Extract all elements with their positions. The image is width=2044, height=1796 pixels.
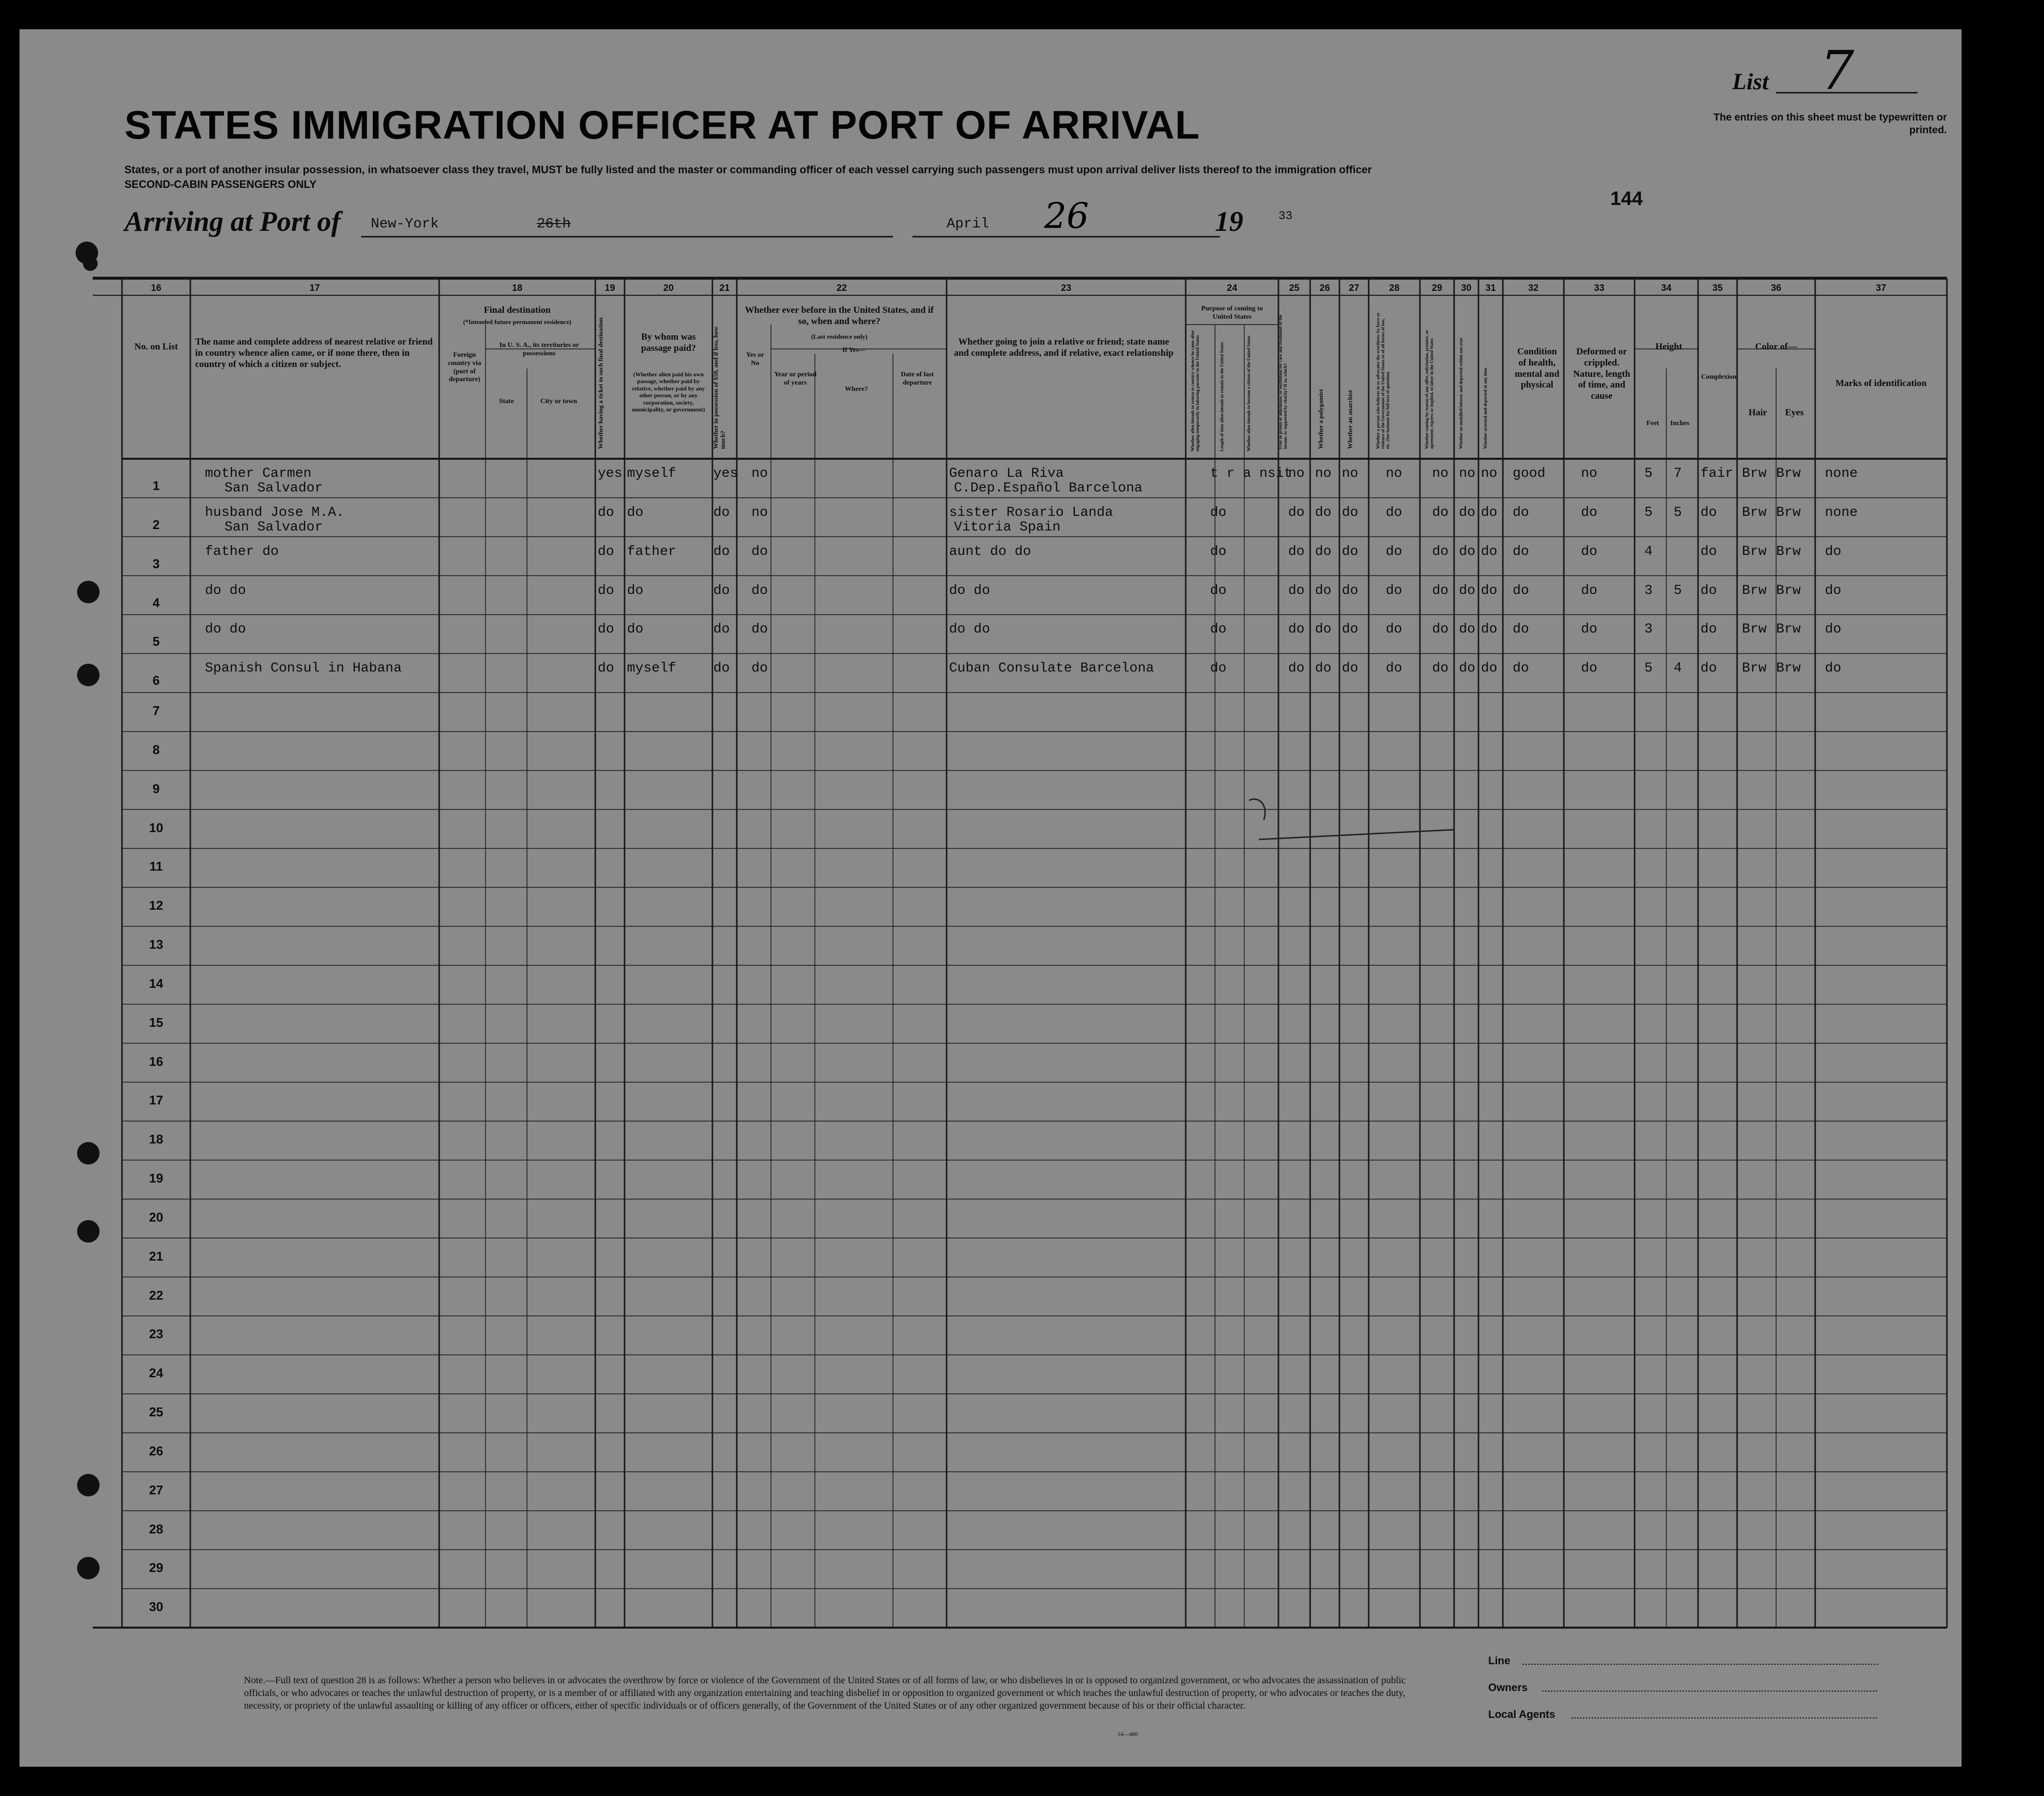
cell-feet: 3	[1644, 583, 1653, 598]
column-number-c32: 32	[1528, 283, 1539, 293]
row-number: 22	[149, 1287, 163, 1303]
column-number-c34: 34	[1661, 283, 1672, 293]
column-number-c18: 18	[512, 283, 523, 293]
column-number-c19: 19	[605, 283, 615, 293]
cell-paid-by: father	[627, 544, 676, 559]
cell-eyes: Brw	[1776, 544, 1801, 559]
cell-c29: no	[1432, 466, 1449, 481]
col20-header: By whom was passage paid?	[641, 332, 696, 353]
col20-sub: (Whether alien paid his own passage, whether paid by relative, whether paid by any other person, or by any corporation, society, municipality, or government)	[632, 371, 705, 413]
row-number: 8	[152, 742, 160, 757]
cell-c28: do	[1386, 583, 1402, 598]
cell-purpose: do	[1210, 505, 1227, 520]
col24-header: Purpose of coming to United States	[1201, 305, 1263, 321]
col22-where: Where?	[845, 386, 868, 393]
cell-purpose: t r a nsit	[1210, 466, 1293, 481]
cell-relative-line2: San Salvador	[224, 519, 323, 535]
year-suffix: 33	[1278, 210, 1293, 223]
row-number: 2	[152, 517, 160, 532]
row-number: 21	[149, 1248, 163, 1264]
cell-anarchist: do	[1342, 505, 1358, 520]
cell-c29: do	[1432, 622, 1449, 637]
column-number-c35: 35	[1712, 283, 1723, 293]
cell-ticket: do	[598, 544, 614, 559]
cell-money: do	[713, 505, 730, 520]
cell-ticket: do	[598, 583, 614, 598]
cell-money: do	[713, 583, 730, 598]
column-number-c36: 36	[1771, 283, 1781, 293]
cell-eyes: Brw	[1776, 622, 1801, 637]
cell-feet: 5	[1644, 505, 1653, 520]
cell-health: good	[1513, 466, 1546, 481]
col24-c: Whether alien intends to become a citizen of the United States	[1246, 335, 1251, 451]
col34-inches: Inches	[1670, 420, 1689, 427]
column-number-c28: 28	[1389, 283, 1400, 293]
col27-header: Whether an anarchist	[1346, 390, 1354, 449]
column-number-c29: 29	[1432, 283, 1442, 293]
column-number-c31: 31	[1485, 283, 1496, 293]
cell-feet: 4	[1644, 544, 1653, 559]
col18-header: Final destination	[484, 305, 551, 315]
cell-inches: 5	[1674, 583, 1682, 598]
column-number-c37: 37	[1876, 283, 1886, 293]
cell-c28: do	[1386, 544, 1402, 559]
col37-header: Marks of identification	[1835, 378, 1927, 388]
cell-ticket: do	[598, 661, 614, 676]
cell-money: yes	[713, 466, 738, 481]
cell-paid-by: do	[627, 622, 644, 637]
column-number-c26: 26	[1319, 283, 1330, 293]
col18-sub: (*Intended future permanent residence)	[463, 318, 571, 326]
cell-paid-by: do	[627, 505, 644, 520]
col25-header: Ever in prison or almshouse, or institution for care and treatment of the insane, or supported by charity? If so, which?	[1278, 314, 1288, 449]
cell-relative-line1: husband Jose M.A.	[205, 505, 344, 520]
cell-relative-line2: San Salvador	[224, 481, 323, 496]
row-number: 9	[152, 781, 160, 796]
col22-period: Year or period of years	[774, 371, 817, 387]
column-number-c27: 27	[1349, 283, 1359, 293]
cell-complexion: do	[1700, 661, 1717, 676]
cell-c31: do	[1481, 661, 1498, 676]
col22-yesno: Yes or No	[746, 351, 764, 367]
cell-hair: Brw	[1742, 622, 1767, 637]
cell-join-line1: do do	[949, 583, 991, 598]
cell-hair: Brw	[1742, 466, 1767, 481]
cell-polygamist: no	[1315, 466, 1332, 481]
col31-header: Whether arrested and deported at any time	[1483, 367, 1488, 449]
cell-prison: do	[1288, 622, 1305, 637]
cell-paid-by: myself	[627, 661, 676, 676]
cell-relative-line1: mother Carmen	[205, 466, 312, 481]
cell-complexion: do	[1700, 505, 1717, 520]
list-number: 7	[1820, 39, 1854, 102]
cell-inches: 5	[1674, 505, 1682, 520]
cell-marks: do	[1825, 544, 1842, 559]
column-number-c25: 25	[1289, 283, 1300, 293]
col22-ifyes: If Yes—	[842, 347, 866, 354]
cell-deformed: no	[1581, 466, 1598, 481]
cell-hair: Brw	[1742, 505, 1767, 520]
row-number: 7	[152, 703, 160, 718]
row-number: 14	[149, 976, 163, 991]
cell-paid-by: do	[627, 583, 644, 598]
footnote: Note.—Full text of question 28 is as follows: Whether a person who believes in or advocates the overthrow by force or violence of the Government of the United States or of all forms of law, or who disbelieves in or is opposed to organized government, or who advocates the assassination of public officials, or who advocates or teaches the unlawful destruction of property, or is a member of or affiliated with any organization entertaining and teaching disbelief in or opposition to organized government or which teaches the unlawful destruction of property, or who advocates or teaches the duty, necessity, or propriety of the unlawful assaulting or killing of any officer or officers, either of specific individuals or of officers generally, of the Government of the United States or of any other organized government because of his or their official character.	[244, 1675, 1406, 1711]
signature-lines	[1522, 1662, 1883, 1725]
cell-ticket: do	[598, 622, 614, 637]
col22-sub: (Last residence only)	[811, 333, 868, 340]
cell-purpose: do	[1210, 583, 1227, 598]
row-number: 5	[152, 634, 160, 649]
cell-anarchist: no	[1342, 466, 1358, 481]
form-number: 14—480	[1117, 1731, 1138, 1737]
cell-c30: do	[1459, 583, 1476, 598]
col21-header: Whether in possession of $50, and if less, how much?	[712, 326, 727, 449]
sheet-number: 144	[1610, 188, 1643, 209]
row-number: 10	[149, 820, 163, 835]
row-number: 18	[149, 1132, 163, 1147]
cell-paid-by: myself	[627, 466, 676, 481]
col36-hair: Hair	[1748, 408, 1767, 418]
cell-marks: none	[1825, 505, 1858, 520]
column-number-c16: 16	[151, 283, 162, 293]
cell-deformed: do	[1581, 505, 1598, 520]
row-number: 24	[149, 1366, 163, 1381]
cell-c30: do	[1459, 661, 1476, 676]
row-number: 4	[152, 595, 160, 610]
col23-header: Whether going to join a relative or friend; state name and complete address, and if relative, exact relationship	[953, 337, 1174, 358]
cell-c29: do	[1432, 544, 1449, 559]
cell-money: do	[713, 661, 730, 676]
cell-complexion: fair	[1700, 466, 1734, 481]
row-number: 11	[149, 859, 163, 874]
cell-deformed: do	[1581, 583, 1598, 598]
cell-c31: do	[1481, 544, 1498, 559]
row-number: 30	[149, 1599, 163, 1614]
col16-header: No. on List	[134, 342, 178, 352]
cell-marks: none	[1825, 466, 1858, 481]
cell-inches: 7	[1674, 466, 1682, 481]
row-number: 29	[149, 1560, 163, 1575]
row-number: 19	[149, 1171, 163, 1185]
cell-before: no	[751, 466, 768, 481]
cell-join-line1: Cuban Consulate Barcelona	[949, 661, 1154, 676]
cell-inches: 4	[1674, 661, 1682, 676]
cell-before: do	[751, 583, 768, 598]
cell-health: do	[1513, 583, 1529, 598]
cell-c30: do	[1459, 544, 1476, 559]
cell-eyes: Brw	[1776, 466, 1801, 481]
col18-state: State	[499, 398, 514, 405]
cell-anarchist: do	[1342, 661, 1358, 676]
cell-marks: do	[1825, 622, 1842, 637]
col22-header: Whether ever before in the United States, and if so, when and where?	[745, 305, 934, 327]
cell-c29: do	[1432, 583, 1449, 598]
cell-join-line1: sister Rosario Landa	[949, 505, 1113, 520]
col17-header: The name and complete address of nearest relative or friend in country whence alien came, or if none there, then in country of which a citizen or subject.	[195, 337, 433, 369]
cell-eyes: Brw	[1776, 583, 1801, 598]
cell-c30: no	[1459, 466, 1476, 481]
cell-polygamist: do	[1315, 544, 1332, 559]
passenger-class: SECOND-CABIN PASSENGERS ONLY	[124, 178, 317, 190]
cell-c30: do	[1459, 622, 1476, 637]
column-number-c24: 24	[1227, 283, 1237, 293]
cell-relative-line1: do do	[205, 622, 246, 637]
cell-c31: no	[1481, 466, 1498, 481]
cell-c31: do	[1481, 505, 1498, 520]
cell-before: no	[751, 505, 768, 520]
row-number: 26	[149, 1443, 163, 1458]
cell-deformed: do	[1581, 544, 1598, 559]
cell-polygamist: do	[1315, 661, 1332, 676]
col34-feet: Feet	[1646, 420, 1659, 427]
column-number-c22: 22	[836, 283, 847, 293]
month: April	[947, 216, 990, 232]
list-label: List	[1732, 69, 1769, 95]
cell-deformed: do	[1581, 622, 1598, 637]
row-number: 17	[149, 1093, 163, 1108]
column-number-c33: 33	[1594, 283, 1605, 293]
cell-before: do	[751, 622, 768, 637]
col18-foreign: Foreign country via (port of departure)	[447, 351, 482, 384]
cell-c28: do	[1386, 505, 1402, 520]
cell-money: do	[713, 622, 730, 637]
col28-header: Whether a person who believes in or advocates the overthrow by force or violence of the Government of the United States or of all forms of law, etc. (See footnote for full text of question)	[1376, 312, 1390, 449]
cell-relative-line1: father do	[205, 544, 279, 559]
cell-health: do	[1513, 661, 1529, 676]
line-label: Line	[1488, 1654, 1511, 1667]
row-number: 16	[149, 1054, 163, 1069]
cell-marks: do	[1825, 661, 1842, 676]
cell-prison: no	[1288, 466, 1305, 481]
cell-c29: do	[1432, 505, 1449, 520]
row-number: 25	[149, 1405, 163, 1419]
col18-usa: In U. S. A., its territories or possessions	[499, 342, 579, 357]
col34-header: Height	[1655, 342, 1682, 352]
cell-join-line1: Genaro La Riva	[949, 466, 1064, 481]
page-subtitle: States, or a port of another insular possession, in whatsoever class they travel, MUST be fully listed and the master or commanding officer of each vessel carrying such passengers must upon arrival deliver lists thereof to the immigration officer	[124, 163, 1372, 176]
year-prefix: 19	[1215, 205, 1243, 237]
arriving-label: Arriving at Port of	[124, 205, 341, 237]
column-number-c30: 30	[1461, 283, 1472, 293]
cell-c28: do	[1386, 622, 1402, 637]
cell-hair: Brw	[1742, 544, 1767, 559]
col36-eyes: Eyes	[1785, 408, 1804, 418]
cell-prison: do	[1288, 544, 1305, 559]
cell-complexion: do	[1700, 622, 1717, 637]
cell-eyes: Brw	[1776, 505, 1801, 520]
column-number-c23: 23	[1061, 283, 1072, 293]
cell-purpose: do	[1210, 661, 1227, 676]
cell-ticket: do	[598, 505, 614, 520]
row-number: 13	[149, 937, 163, 952]
day-typed: 26th	[537, 216, 571, 232]
col24-a: Whether alien intends to return to country whence he came after engaging temporarily in laboring pursuits in the United States	[1190, 330, 1200, 451]
cell-before: do	[751, 661, 768, 676]
row-number: 15	[149, 1015, 163, 1030]
row-number: 27	[149, 1482, 163, 1497]
cell-relative-line1: Spanish Consul in Habana	[205, 661, 402, 676]
page-title: STATES IMMIGRATION OFFICER AT PORT OF ARRIVAL	[124, 103, 1200, 147]
row-number: 28	[149, 1521, 163, 1536]
cell-polygamist: do	[1315, 583, 1332, 598]
cell-money: do	[713, 544, 730, 559]
column-number-c21: 21	[719, 283, 730, 293]
col35-header: Complexion	[1701, 373, 1737, 381]
col22-date: Date of last departure	[901, 371, 934, 387]
cell-prison: do	[1288, 661, 1305, 676]
row-number: 6	[152, 673, 160, 688]
col36-header: Color of—	[1755, 342, 1797, 352]
cell-c30: do	[1459, 505, 1476, 520]
column-number-c20: 20	[663, 283, 674, 293]
cell-anarchist: do	[1342, 544, 1358, 559]
row-number: 20	[149, 1209, 163, 1225]
col18-city: City or town	[540, 398, 577, 405]
row-number: 23	[149, 1327, 163, 1342]
cell-ticket: yes	[598, 466, 623, 481]
cell-deformed: do	[1581, 661, 1598, 676]
cell-feet: 3	[1644, 622, 1653, 637]
cell-c28: no	[1386, 466, 1402, 481]
col24-b: Length of time alien intends to remain in the United States	[1219, 342, 1224, 451]
agents-label: Local Agents	[1488, 1708, 1556, 1720]
cell-relative-line1: do do	[205, 583, 246, 598]
col30-header: Whether an unskilled laborer and deported within one year	[1458, 337, 1463, 449]
cell-c31: do	[1481, 622, 1498, 637]
day-handwritten: 26	[1044, 195, 1089, 236]
row-number: 12	[149, 898, 163, 913]
cell-join-line2: C.Dep.Español Barcelona	[954, 481, 1143, 496]
cell-eyes: Brw	[1776, 661, 1801, 676]
owners-label: Owners	[1488, 1681, 1528, 1694]
col19-header: Whether having a ticket to such final destination	[597, 317, 604, 449]
manifest-sheet	[20, 29, 1962, 1767]
row-number: 3	[152, 556, 160, 571]
cell-purpose: do	[1210, 544, 1227, 559]
cell-health: do	[1513, 622, 1529, 637]
row-number: 1	[152, 478, 160, 493]
cell-join-line1: aunt do do	[949, 544, 1032, 559]
cell-join-line1: do do	[949, 622, 991, 637]
cell-feet: 5	[1644, 661, 1653, 676]
col29-header: Whether coming by reason of any offer, solicitation, promise, or agreement, express or implied, to labor in the United States	[1424, 330, 1434, 449]
cell-anarchist: do	[1342, 583, 1358, 598]
col33-header: Deformed or crippled. Nature, length of time, and cause	[1573, 347, 1630, 402]
cell-purpose: do	[1210, 622, 1227, 637]
cell-marks: do	[1825, 583, 1842, 598]
cell-c29: do	[1432, 661, 1449, 676]
port-name: New-York	[371, 216, 439, 232]
col32-header: Condition of health, mental and physical	[1515, 347, 1559, 390]
pencil-mark	[1239, 791, 1464, 849]
cell-hair: Brw	[1742, 661, 1767, 676]
cell-polygamist: do	[1315, 622, 1332, 637]
cell-join-line2: Vitoria Spain	[954, 519, 1061, 535]
col26-header: Whether a polygamist	[1317, 389, 1324, 449]
column-number-c17: 17	[309, 283, 320, 293]
instructions-note: The entries on this sheet must be typewritten or printed.	[1713, 112, 1947, 136]
cell-hair: Brw	[1742, 583, 1767, 598]
cell-prison: do	[1288, 505, 1305, 520]
cell-complexion: do	[1700, 583, 1717, 598]
cell-polygamist: do	[1315, 505, 1332, 520]
cell-anarchist: do	[1342, 622, 1358, 637]
cell-complexion: do	[1700, 544, 1717, 559]
cell-health: do	[1513, 544, 1529, 559]
cell-health: do	[1513, 505, 1529, 520]
cell-c31: do	[1481, 583, 1498, 598]
cell-prison: do	[1288, 583, 1305, 598]
cell-c28: do	[1386, 661, 1402, 676]
cell-before: do	[751, 544, 768, 559]
cell-feet: 5	[1644, 466, 1653, 481]
